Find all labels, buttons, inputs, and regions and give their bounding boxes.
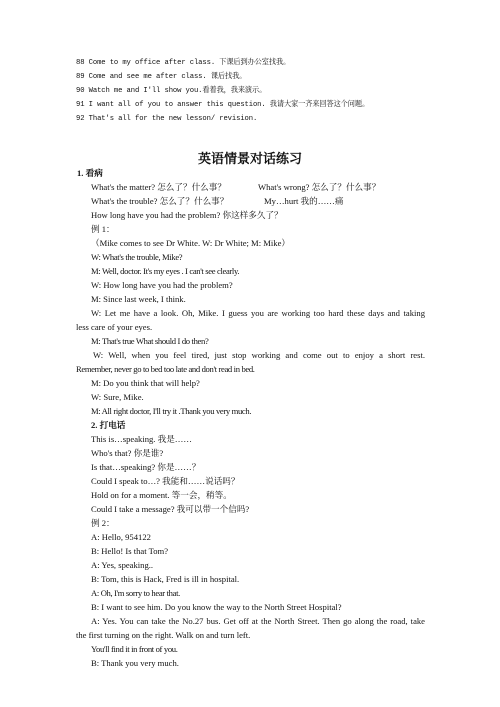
dialogue-line: W: Sure, Mike.: [91, 392, 144, 402]
dialogue-line-cont: less care of your eyes.: [76, 322, 153, 332]
characters-note: （Mike comes to see Dr White. W: Dr White; M: Mike）: [91, 238, 290, 248]
phrase-89: 89 Come and see me after class. 课后找我。: [76, 73, 247, 81]
phrase-row1-right: What's wrong? 怎么了？什么事？: [258, 182, 381, 192]
dialogue-line: M: Since last week, I think.: [91, 294, 186, 304]
dialogue-line: W: How long have you had the problem?: [91, 280, 233, 290]
phrase-line: This is…speaking. 我是……: [91, 434, 192, 444]
dialogue-line: M: All right doctor, I'll try it .Thank you very much.: [91, 406, 252, 416]
phrase-row2-right: My…hurt 我的……痛: [264, 196, 344, 206]
phrase-92: 92 That's all for the new lesson/ revision.: [76, 115, 258, 123]
dialogue-line: W: What's the trouble, Mike?: [91, 252, 183, 262]
dialogue-line: W: Let me have a look. Oh, Mike. I guess you are working too hard these days and taking: [91, 308, 425, 318]
phrase-line3: How long have you had the problem? 你这样多久了？: [91, 210, 283, 220]
dialogue-line: B: Hello! Is that Tom?: [91, 546, 169, 556]
phrase-line: Could I take a message? 我可以带一个信吗?: [91, 504, 250, 514]
dialogue-line: M: Do you think that will help?: [91, 378, 200, 388]
phrase-line: Hold on for a moment. 等一会，稍等。: [91, 490, 232, 500]
dialogue-line: A: Yes, speaking..: [91, 560, 154, 570]
dialogue-line-cont: the first turning on the right. Walk on and turn left.: [76, 630, 251, 640]
dialogue-line: B: I want to see him. Do you know the way to the North Street Hospital?: [91, 602, 342, 612]
phrase-row2-left: What's the trouble? 怎么了？什么事？: [91, 196, 229, 206]
dialogue-line: A: Oh, I'm sorry to hear that.: [91, 588, 180, 598]
dialogue-line: B: Tom, this is Hack, Fred is ill in hospital.: [91, 574, 240, 584]
phrase-line: Who's that? 你是谁?: [91, 448, 164, 458]
dialogue-line: A: Yes. You can take the No.27 bus. Get off at the North Street. Then go along the road, take: [91, 616, 425, 626]
dialogue-line: B: Thank you very much.: [91, 658, 179, 668]
phrase-row1-left: What's the matter? 怎么了？什么事？: [91, 182, 226, 192]
dialogue-line: M: That's true What should I do then?: [91, 336, 209, 346]
section-heading-1: 1. 看病: [77, 168, 103, 178]
dialogue-line: W: Well, when you feel tired, just stop working and come out to enjoy a short rest.: [93, 350, 425, 360]
phrase-line: Could I speak to…? 我能和……说话吗？: [91, 476, 240, 486]
example-label-1: 例 1：: [91, 224, 115, 234]
phrase-line: Is that…speaking? 你是……？: [91, 462, 201, 472]
page-title: 英语情景对话练习: [197, 152, 302, 167]
phrase-90: 90 Watch me and I'll show you.看着我，我来演示。: [76, 87, 267, 95]
dialogue-line: You'll find it in front of you.: [91, 644, 178, 654]
dialogue-line-cont: Remember, never go to bed too late and don't read in bed.: [76, 364, 255, 374]
dialogue-line: A: Hello, 954122: [91, 532, 151, 542]
phrase-91: 91 I want all of you to answer this question. 我请大家一齐来回答这个问题。: [76, 101, 370, 109]
phrase-88: 88 Come to my office after class. 下课后到办公室找我。: [76, 59, 291, 67]
dialogue-line: M: Well, doctor. It's my eyes . I can't see clearly.: [91, 266, 240, 276]
example-label-2: 例 2：: [91, 518, 115, 528]
section-heading-2: 2. 打电话: [91, 420, 126, 430]
